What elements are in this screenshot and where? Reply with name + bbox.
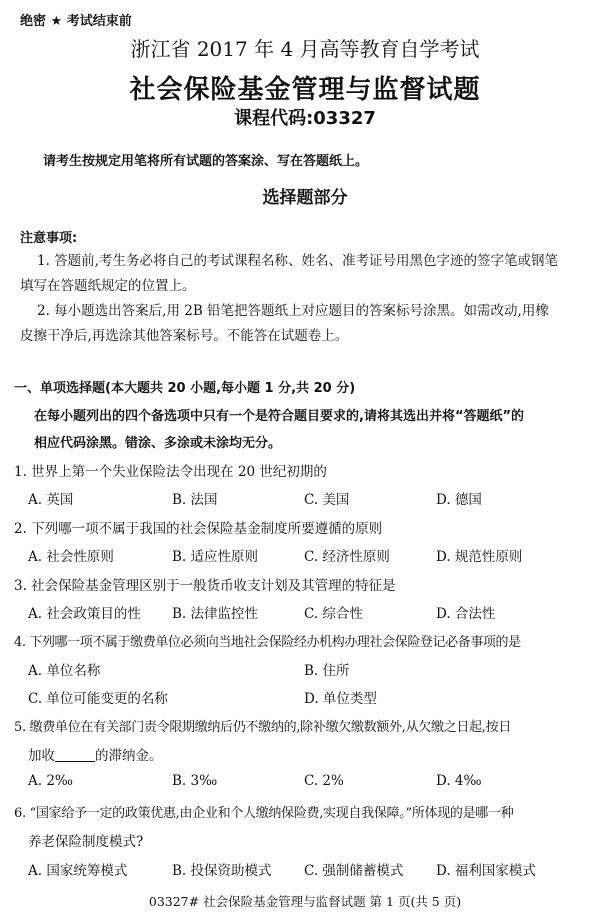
question-5-stem-line-1: 5. 缴费单位在有关部门责令限期缴纳后仍不缴纳的,除补缴欠缴数额外,从欠缴之日起,按日 — [14, 720, 512, 735]
section-title: 一、单项选择题(本大题共 20 小题,每小题 1 分,共 20 分) — [14, 381, 356, 396]
question-1-option-a: A. 英国 — [28, 492, 74, 508]
question-2-option-b: B. 适应性原则 — [172, 549, 259, 565]
page-title: 社会保险基金管理与监督试题 — [129, 75, 481, 105]
question-4-option-d: D. 单位类型 — [304, 691, 377, 707]
question-4-option-c: C. 单位可能变更的名称 — [28, 691, 168, 707]
course-code: 课程代码:03327 — [234, 108, 376, 129]
question-1-option-d: D. 德国 — [436, 492, 482, 508]
question-1-stem: 1. 世界上第一个失业保险法令出现在 20 世纪初期的 — [14, 464, 327, 480]
question-6-stem-line-2: 养老保险制度模式? — [28, 834, 144, 850]
question-3-option-d: D. 合法性 — [436, 606, 496, 622]
section-desc-line-1: 在每小题列出的四个备选项中只有一个是符合题目要求的,请将其选出并将“答题纸”的 — [34, 409, 525, 424]
question-4-option-b: B. 住所 — [304, 663, 350, 679]
confidential-mark: 绝密 ★ 考试结束前 — [20, 14, 132, 29]
question-5-option-c: C. 2% — [304, 773, 344, 789]
question-6-option-c: C. 强制储蓄模式 — [304, 863, 404, 879]
question-5-stem-line-2 — [28, 744, 163, 764]
question-5-option-b: B. 3‰ — [172, 773, 218, 789]
question-2-option-c: C. 经济性原则 — [304, 549, 390, 565]
question-3-option-a: A. 社会政策目的性 — [28, 606, 141, 622]
question-2-option-a: A. 社会性原则 — [28, 549, 114, 565]
question-3-option-b: B. 法律监控性 — [172, 606, 259, 622]
question-5-stem-prefix: 加收 — [28, 748, 55, 764]
question-5-option-a: A. 2‰ — [28, 773, 74, 789]
question-3-stem: 3. 社会保险基金管理区别于一般货币收支计划及其管理的特征是 — [14, 578, 396, 594]
general-instruction: 请考生按规定用笔将所有试题的答案涂、写在答题纸上。 — [43, 154, 369, 169]
question-3-option-c: C. 综合性 — [304, 606, 363, 622]
exam-name: 浙江省 2017 年 4 月高等教育自学考试 — [130, 37, 480, 61]
part-title: 选择题部分 — [262, 188, 348, 208]
question-6-stem-line-1: 6. “国家给予一定的政策优惠,由企业和个人缴纳保险费,实现自我保障。”所体现的是哪一种 — [14, 806, 514, 821]
note-2-line-1: 2. 每小题选出答案后,用 2B 铅笔把答题纸上对应题目的答案标号涂黑。如需改动,用橡 — [37, 303, 549, 319]
page-footer: 03327# 社会保险基金管理与监督试题 第 1 页(共 5 页) — [148, 894, 462, 909]
question-1-option-b: B. 法国 — [172, 492, 218, 508]
question-6-option-a: A. 国家统筹模式 — [28, 863, 128, 879]
question-5-stem-suffix: 的滞纳金。 — [95, 748, 163, 764]
note-1-line-1: 1. 答题前,考生务必将自己的考试课程名称、姓名、准考证号用黑色字迹的签字笔或钢笔 — [37, 253, 558, 269]
question-2-option-d: D. 规范性原则 — [436, 549, 523, 565]
question-1-option-c: C. 美国 — [304, 492, 350, 508]
question-4-option-a: A. 单位名称 — [28, 663, 101, 679]
notes-title: 注意事项: — [20, 231, 78, 246]
question-5-option-d: D. 4‰ — [436, 773, 482, 789]
note-1-line-2: 填写在答题纸规定的位置上。 — [20, 278, 196, 294]
question-4-stem: 4. 下列哪一项不属于缴费单位必须向当地社会保险经办机构办理社会保险登记必备事项的是 — [14, 635, 521, 650]
question-6-option-b: B. 投保资助模式 — [172, 863, 272, 879]
question-6-option-d: D. 福利国家模式 — [436, 863, 536, 879]
question-2-stem: 2. 下列哪一项不属于我国的社会保险基金制度所要遵循的原则 — [14, 521, 383, 537]
answer-blank — [55, 749, 95, 762]
note-2-line-2: 皮擦干净后,再选涂其他答案标号。不能答在试题卷上。 — [20, 328, 349, 344]
section-desc-line-2: 相应代码涂黑。错涂、多涂或未涂均无分。 — [34, 436, 282, 451]
